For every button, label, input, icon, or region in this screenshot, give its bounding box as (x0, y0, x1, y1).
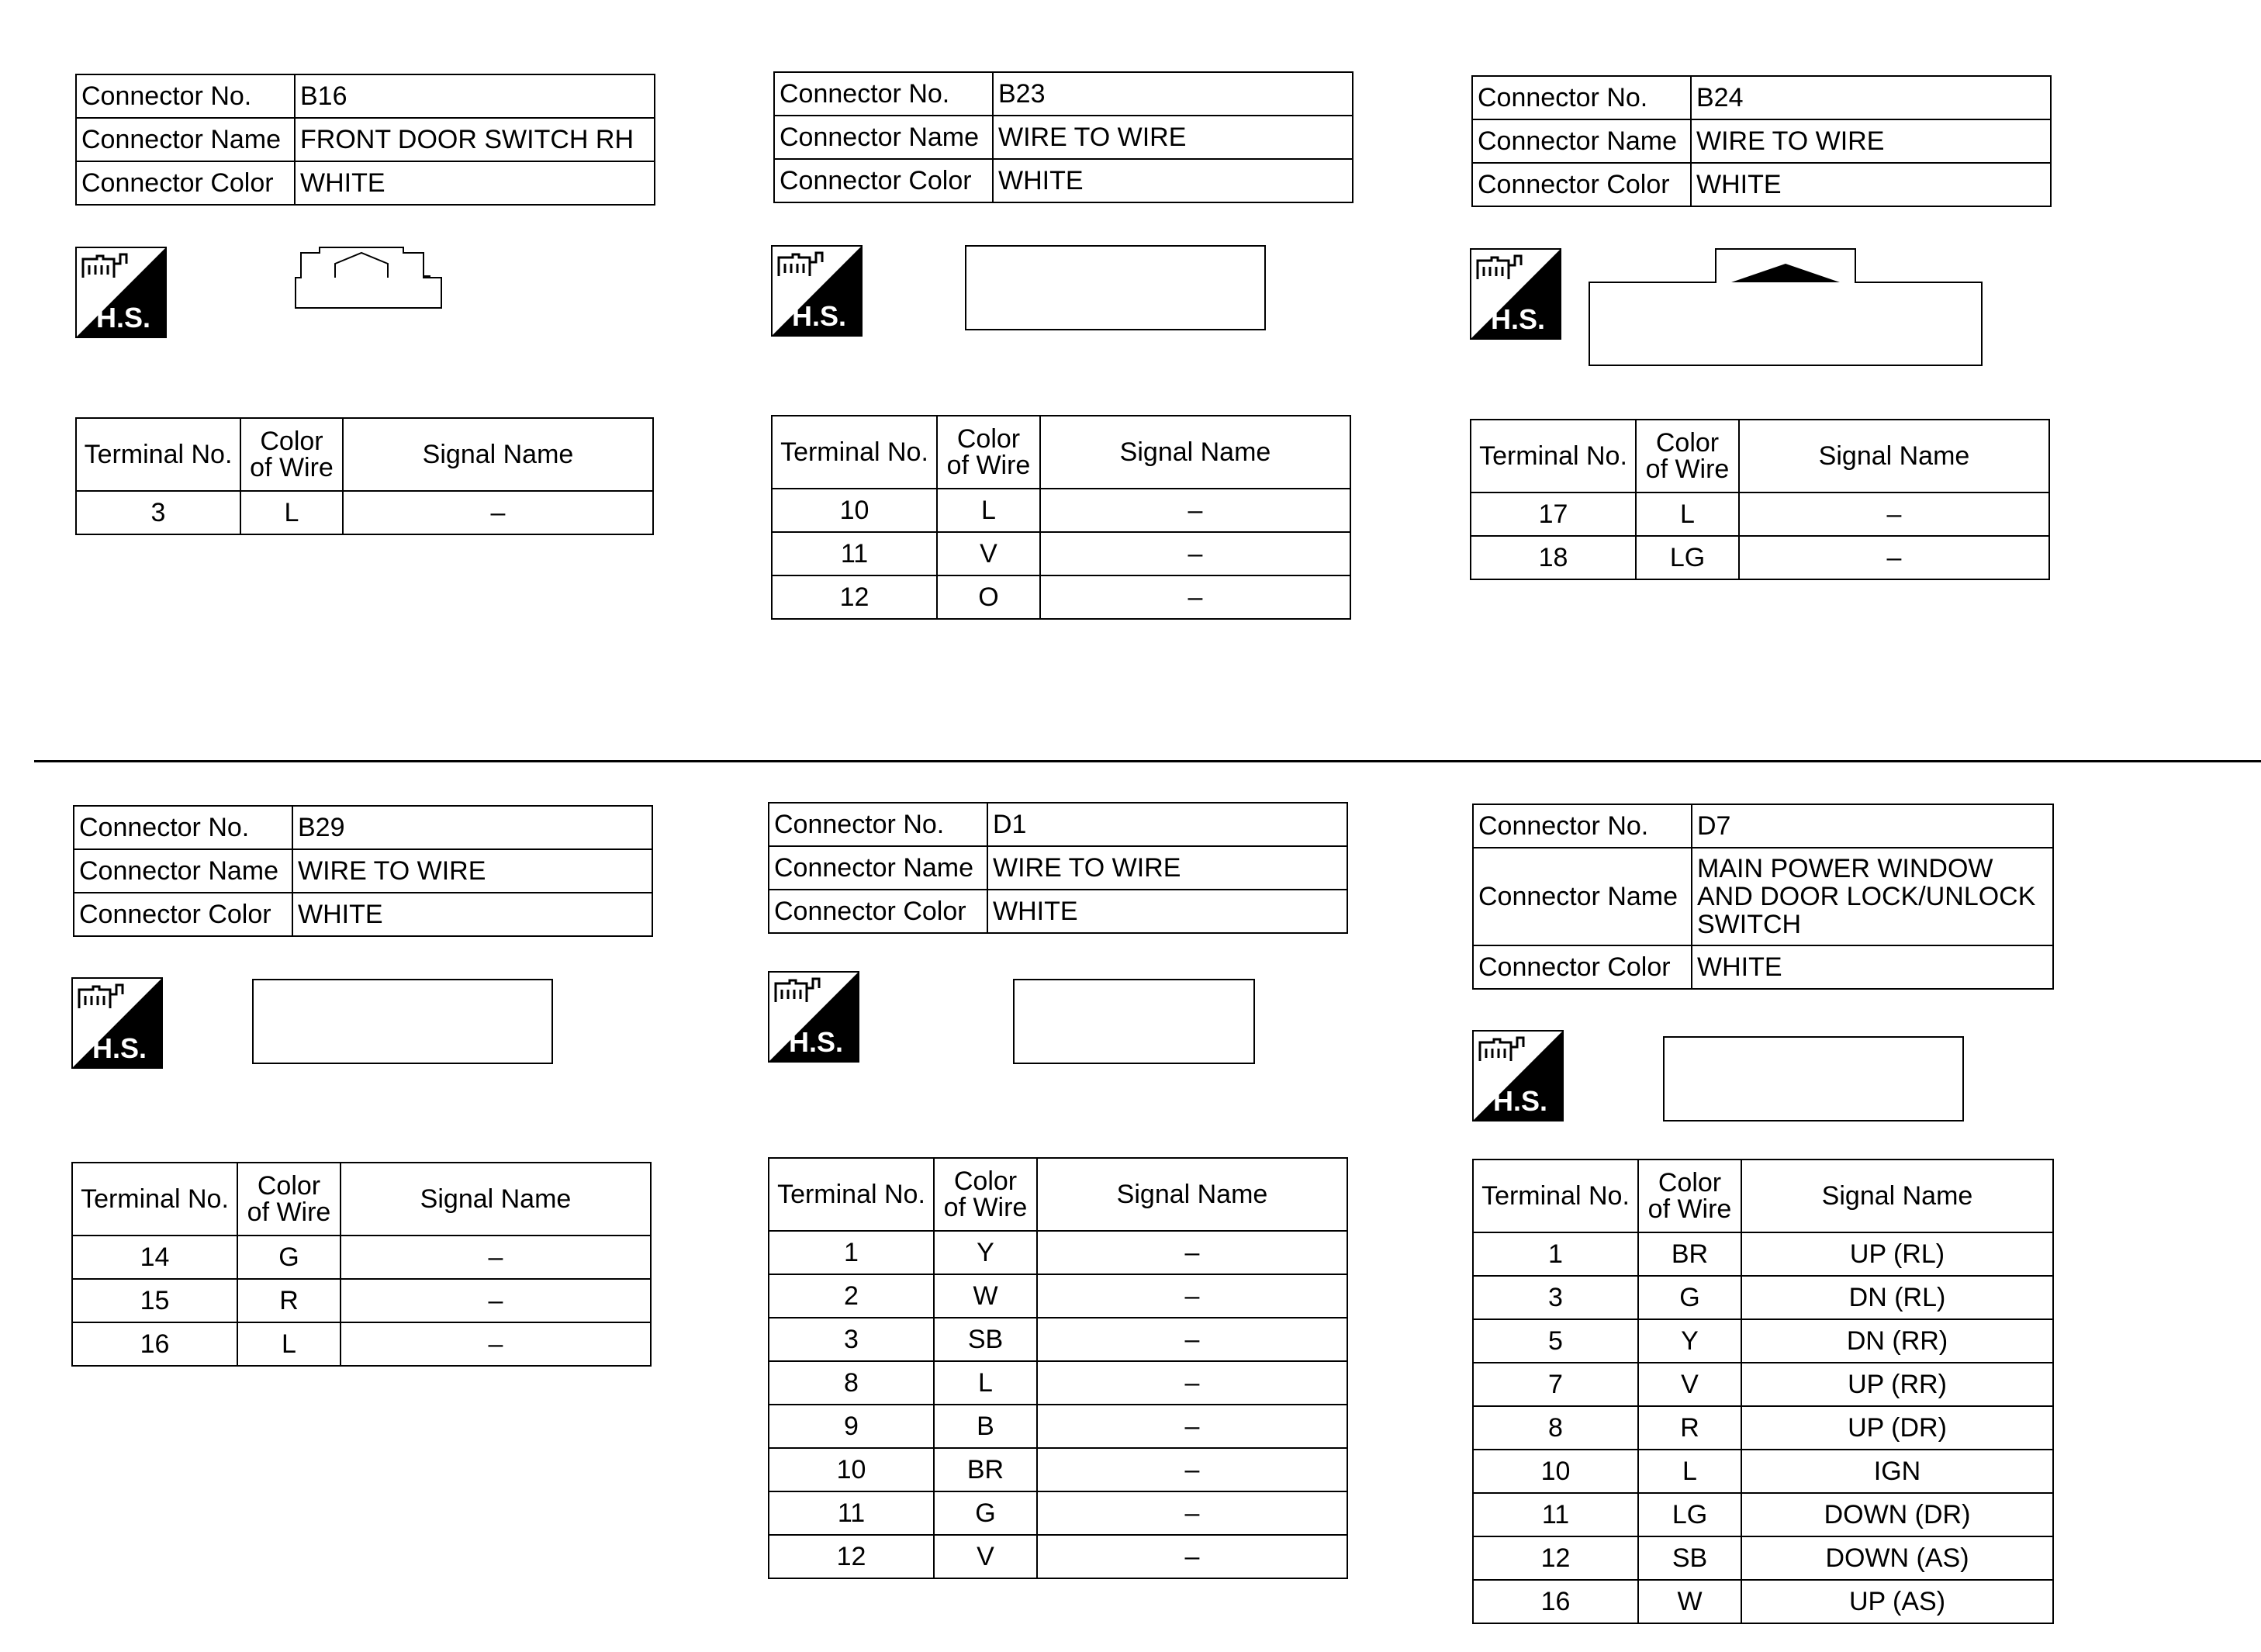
signal-name: – (1037, 1231, 1347, 1274)
terminal-no-header: Terminal No. (1473, 1160, 1638, 1232)
terminal-number: 1 (769, 1231, 934, 1274)
connector-number-row (74, 806, 652, 849)
terminal-number: 17 (1471, 492, 1636, 536)
wire-color-header: Color of Wire (237, 1163, 341, 1236)
terminal-row (769, 1231, 1347, 1274)
wire-color: R (237, 1279, 341, 1322)
connector-name-row (769, 846, 1347, 890)
connector-name-value: WIRE TO WIRE (987, 846, 1347, 890)
terminal-number: 2 (769, 1274, 934, 1318)
signal-name: UP (RR) (1741, 1363, 2053, 1406)
signal-name: IGN (1741, 1450, 2053, 1493)
connector-color-value: WHITE (292, 893, 652, 936)
section-divider (34, 760, 2261, 762)
signal-name: – (1037, 1448, 1347, 1491)
terminal-table (771, 415, 1351, 620)
hs-badge-text: H.S. (788, 1026, 844, 1058)
connector-face-diagram (1663, 1036, 1964, 1121)
connector-info-table (773, 71, 1353, 203)
terminal-no-header: Terminal No. (1471, 420, 1636, 492)
signal-name: – (1040, 489, 1350, 532)
connector-color-row (769, 890, 1347, 933)
terminal-header-row (1471, 420, 2049, 492)
terminal-number: 11 (769, 1491, 934, 1535)
terminal-number: 11 (1473, 1493, 1638, 1536)
wire-color: V (1638, 1363, 1741, 1406)
terminal-table (71, 1162, 652, 1367)
connector-name-label: Connector Name (1472, 119, 1691, 163)
wire-color: L (240, 491, 343, 534)
wire-color: W (1638, 1580, 1741, 1623)
wire-color: SB (1638, 1536, 1741, 1580)
connector-face-diagram (295, 247, 442, 309)
terminal-table (1472, 1159, 2054, 1624)
hs-badge-text: H.S. (791, 300, 847, 332)
harness-side-icon (75, 247, 167, 338)
connector-color-label: Connector Color (769, 890, 987, 933)
connector-color-label: Connector Color (76, 161, 295, 205)
terminal-row (1471, 492, 2049, 536)
wire-color: G (237, 1236, 341, 1279)
terminal-row (769, 1535, 1347, 1578)
terminal-row (769, 1491, 1347, 1535)
signal-name-header: Signal Name (1040, 416, 1350, 489)
terminal-number: 7 (1473, 1363, 1638, 1406)
terminal-number: 15 (72, 1279, 237, 1322)
signal-name: DOWN (AS) (1741, 1536, 2053, 1580)
terminal-row (769, 1274, 1347, 1318)
harness-side-icon (768, 971, 859, 1063)
wire-color-header: Color of Wire (1636, 420, 1739, 492)
connector-number-label: Connector No. (74, 806, 292, 849)
terminal-number: 3 (1473, 1276, 1638, 1319)
connector-name-label: Connector Name (774, 116, 993, 159)
terminal-row (1473, 1493, 2053, 1536)
terminal-table (75, 417, 654, 535)
connector-info-table (75, 74, 655, 206)
terminal-number: 11 (772, 532, 937, 575)
terminal-header-row (772, 416, 1350, 489)
connector-number-label: Connector No. (1473, 804, 1692, 848)
terminal-number: 10 (1473, 1450, 1638, 1493)
connector-color-row (774, 159, 1353, 202)
terminal-number: 12 (772, 575, 937, 619)
signal-name: – (1040, 575, 1350, 619)
terminal-row (772, 489, 1350, 532)
terminal-row (772, 575, 1350, 619)
connector-info-table (1472, 804, 2054, 990)
connector-color-label: Connector Color (1473, 945, 1692, 989)
terminal-number: 8 (1473, 1406, 1638, 1450)
wire-color: Y (1638, 1319, 1741, 1363)
signal-name: DN (RR) (1741, 1319, 2053, 1363)
terminal-number: 16 (1473, 1580, 1638, 1623)
signal-name: – (1739, 536, 2049, 579)
terminal-row (772, 532, 1350, 575)
wire-color: G (934, 1491, 1037, 1535)
terminal-row (1471, 536, 2049, 579)
terminal-row (769, 1448, 1347, 1491)
connector-name-label: Connector Name (74, 849, 292, 893)
terminal-number: 9 (769, 1405, 934, 1448)
connector-face-diagram (1589, 248, 1983, 366)
connector-number-label: Connector No. (1472, 76, 1691, 119)
signal-name: – (341, 1279, 651, 1322)
terminal-row (1473, 1232, 2053, 1276)
terminal-row (769, 1318, 1347, 1361)
wire-color-header: Color of Wire (937, 416, 1040, 489)
signal-name: – (1037, 1318, 1347, 1361)
signal-name-header: Signal Name (1037, 1158, 1347, 1231)
signal-name: – (1739, 492, 2049, 536)
connector-color-row (1473, 945, 2053, 989)
terminal-header-row (769, 1158, 1347, 1231)
connector-face-diagram (965, 245, 1266, 330)
terminal-number: 10 (772, 489, 937, 532)
terminal-no-header: Terminal No. (769, 1158, 934, 1231)
connector-housing (966, 246, 1265, 330)
connector-name-value: WIRE TO WIRE (292, 849, 652, 893)
hs-badge-text: H.S. (1490, 303, 1546, 335)
connector-number-value: B24 (1691, 76, 2051, 119)
connector-name-row (76, 118, 655, 161)
connector-number-label: Connector No. (774, 72, 993, 116)
terminal-row (1473, 1319, 2053, 1363)
hs-badge-text: H.S. (95, 302, 151, 334)
signal-name: UP (DR) (1741, 1406, 2053, 1450)
hs-badge-text: H.S. (1492, 1085, 1548, 1117)
connector-color-value: WHITE (1692, 945, 2053, 989)
terminal-number: 10 (769, 1448, 934, 1491)
connector-number-row (774, 72, 1353, 116)
harness-side-icon (1470, 248, 1561, 340)
wire-color: BR (1638, 1232, 1741, 1276)
terminal-number: 8 (769, 1361, 934, 1405)
wire-color: L (237, 1322, 341, 1366)
terminal-number: 16 (72, 1322, 237, 1366)
signal-name: – (1037, 1274, 1347, 1318)
connector-name-row (1472, 119, 2051, 163)
wire-color: G (1638, 1276, 1741, 1319)
connector-face-diagram (252, 979, 553, 1064)
terminal-number: 3 (76, 491, 240, 534)
connector-name-value: FRONT DOOR SWITCH RH (295, 118, 655, 161)
connector-color-value: WHITE (987, 890, 1347, 933)
terminal-row (1473, 1276, 2053, 1319)
wire-color: L (934, 1361, 1037, 1405)
terminal-row (76, 491, 653, 534)
terminal-no-header: Terminal No. (72, 1163, 237, 1236)
wire-color: LG (1636, 536, 1739, 579)
terminal-row (1473, 1363, 2053, 1406)
connector-info-table (73, 805, 653, 937)
wire-color: L (1638, 1450, 1741, 1493)
signal-name-header: Signal Name (1739, 420, 2049, 492)
terminal-number: 5 (1473, 1319, 1638, 1363)
connector-color-value: WHITE (1691, 163, 2051, 206)
signal-name: – (341, 1236, 651, 1279)
wire-color: R (1638, 1406, 1741, 1450)
hs-badge-text: H.S. (92, 1032, 147, 1064)
connector-number-value: D7 (1692, 804, 2053, 848)
terminal-row (1473, 1450, 2053, 1493)
terminal-row (72, 1322, 651, 1366)
terminal-table (768, 1157, 1348, 1579)
signal-name: UP (AS) (1741, 1580, 2053, 1623)
connector-info-table (768, 802, 1348, 934)
connector-color-row (1472, 163, 2051, 206)
wire-color: L (1636, 492, 1739, 536)
connector-number-value: B16 (295, 74, 655, 118)
connector-color-row (76, 161, 655, 205)
signal-name: – (341, 1322, 651, 1366)
terminal-row (1473, 1406, 2053, 1450)
connector-number-value: B23 (993, 72, 1353, 116)
wire-color-header: Color of Wire (240, 418, 343, 491)
connector-name-row (774, 116, 1353, 159)
terminal-number: 12 (1473, 1536, 1638, 1580)
terminal-row (769, 1361, 1347, 1405)
connector-housing (253, 980, 552, 1063)
terminal-row (72, 1236, 651, 1279)
connector-color-label: Connector Color (774, 159, 993, 202)
signal-name-header: Signal Name (341, 1163, 651, 1236)
connector-number-label: Connector No. (769, 803, 987, 846)
connector-name-value: MAIN POWER WINDOW AND DOOR LOCK/UNLOCK SWITCH (1692, 848, 2053, 945)
terminal-row (1473, 1536, 2053, 1580)
harness-side-icon (771, 245, 863, 337)
connector-info-table (1471, 75, 2052, 207)
signal-name: DOWN (DR) (1741, 1493, 2053, 1536)
terminal-number: 3 (769, 1318, 934, 1361)
signal-name: – (1037, 1491, 1347, 1535)
connector-housing (1014, 980, 1254, 1063)
wire-color: BR (934, 1448, 1037, 1491)
wire-color: L (937, 489, 1040, 532)
connector-housing (1664, 1037, 1963, 1121)
signal-name: – (1037, 1361, 1347, 1405)
wire-color: V (937, 532, 1040, 575)
connector-number-value: D1 (987, 803, 1347, 846)
wire-color-header: Color of Wire (1638, 1160, 1741, 1232)
wire-color: W (934, 1274, 1037, 1318)
connector-number-value: B29 (292, 806, 652, 849)
terminal-number: 1 (1473, 1232, 1638, 1276)
wire-color: Y (934, 1231, 1037, 1274)
terminal-number: 18 (1471, 536, 1636, 579)
connector-number-row (1473, 804, 2053, 848)
signal-name: – (1040, 532, 1350, 575)
signal-name: UP (RL) (1741, 1232, 2053, 1276)
signal-name: – (343, 491, 653, 534)
terminal-header-row (72, 1163, 651, 1236)
connector-color-label: Connector Color (74, 893, 292, 936)
wire-color: LG (1638, 1493, 1741, 1536)
harness-side-icon (71, 977, 163, 1069)
terminal-number: 12 (769, 1535, 934, 1578)
connector-number-row (76, 74, 655, 118)
signal-name: – (1037, 1405, 1347, 1448)
connector-name-label: Connector Name (769, 846, 987, 890)
connector-name-label: Connector Name (76, 118, 295, 161)
wire-color: B (934, 1405, 1037, 1448)
connector-color-value: WHITE (993, 159, 1353, 202)
terminal-header-row (1473, 1160, 2053, 1232)
terminal-table (1470, 419, 2050, 580)
harness-side-icon (1472, 1030, 1564, 1121)
wire-color: O (937, 575, 1040, 619)
wire-color: SB (934, 1318, 1037, 1361)
signal-name: – (1037, 1535, 1347, 1578)
connector-color-row (74, 893, 652, 936)
connector-name-row (1473, 848, 2053, 945)
terminal-row (1473, 1580, 2053, 1623)
wire-color: V (934, 1535, 1037, 1578)
connector-name-label: Connector Name (1473, 848, 1692, 945)
connector-number-row (769, 803, 1347, 846)
terminal-row (72, 1279, 651, 1322)
connector-name-value: WIRE TO WIRE (1691, 119, 2051, 163)
connector-color-value: WHITE (295, 161, 655, 205)
connector-color-label: Connector Color (1472, 163, 1691, 206)
signal-name-header: Signal Name (343, 418, 653, 491)
connector-face-diagram (1013, 979, 1255, 1064)
connector-name-value: WIRE TO WIRE (993, 116, 1353, 159)
signal-name: DN (RL) (1741, 1276, 2053, 1319)
connector-name-row (74, 849, 652, 893)
terminal-no-header: Terminal No. (772, 416, 937, 489)
connector-number-row (1472, 76, 2051, 119)
wire-color-header: Color of Wire (934, 1158, 1037, 1231)
terminal-no-header: Terminal No. (76, 418, 240, 491)
terminal-header-row (76, 418, 653, 491)
terminal-number: 14 (72, 1236, 237, 1279)
connector-number-label: Connector No. (76, 74, 295, 118)
signal-name-header: Signal Name (1741, 1160, 2053, 1232)
terminal-row (769, 1405, 1347, 1448)
